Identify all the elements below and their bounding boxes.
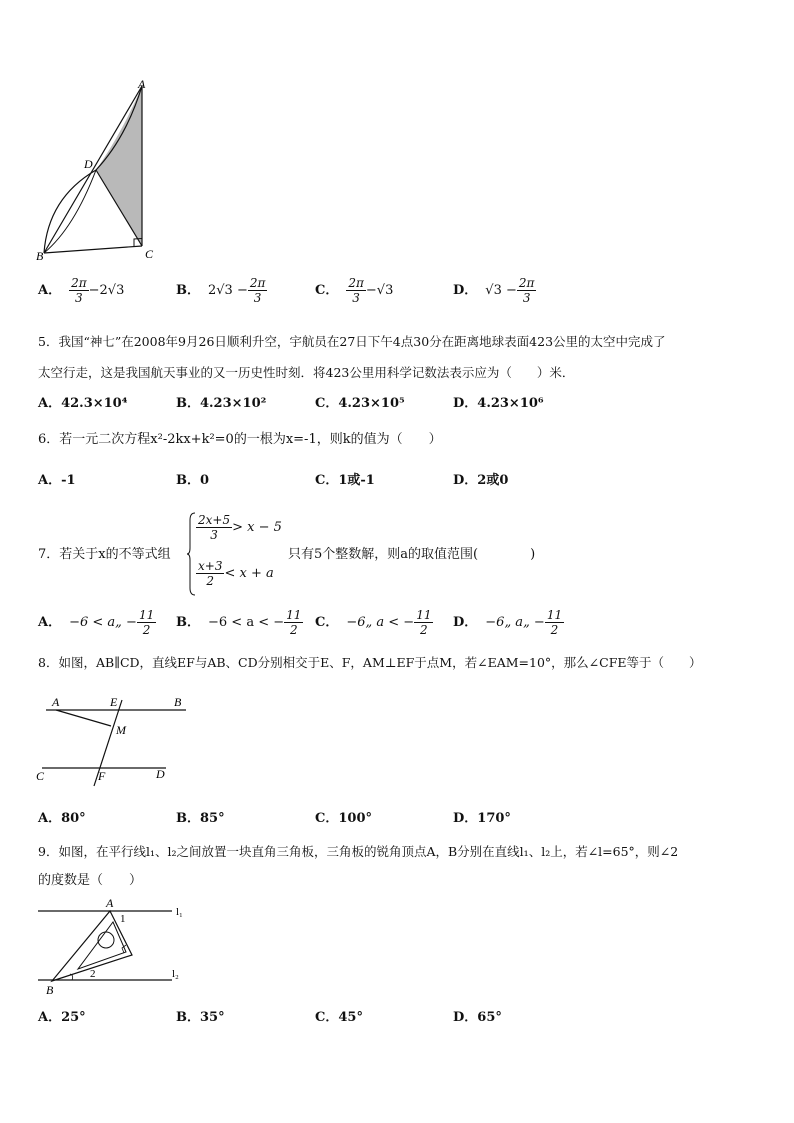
q6-option-b[interactable]: B．0: [176, 473, 210, 488]
q5-stem-line2: 太空行走，这是我国航天事业的又一历史性时刻．将423公里用科学记数法表示应为（ ）米．: [38, 365, 575, 380]
q5-stem-line1: 5．我国“神七”在2008年9月26日顺利升空，宇航员在27日下午4点30分在距离地球表面423公里的太空中完成了: [38, 334, 666, 349]
label-a: A: [138, 78, 146, 91]
label-1: 1: [120, 913, 126, 925]
q9-option-b[interactable]: B．35°: [176, 1010, 225, 1025]
q4-option-c[interactable]: C． $\frac{2\pi}{3}$ −√3: [315, 276, 394, 305]
label-b: B: [46, 983, 54, 997]
q8-option-c[interactable]: C．100°: [315, 811, 372, 826]
label-e: E: [110, 695, 118, 709]
circle-hole: [98, 932, 114, 948]
option-letter: C．: [315, 615, 339, 630]
q9-stem-line1: 9．如图，在平行线l₁、l₂之间放置一块直角三角板，三角板的锐角顶点A，B分别在直线l₁、l₂上，若∠l=65°，则∠2: [38, 844, 679, 859]
label-c: C: [36, 769, 45, 783]
label-f: F: [98, 769, 106, 783]
label-d: D: [156, 767, 165, 781]
q7-option-a[interactable]: A． −6 < a„ − $\frac{11}{2}$: [38, 608, 155, 637]
q8-option-b[interactable]: B．85°: [176, 811, 225, 826]
figure-q9: [34, 895, 194, 1000]
option-letter: A．: [38, 615, 62, 630]
figure-q8: [34, 688, 194, 788]
option-letter: B．: [176, 615, 200, 630]
q9-option-a[interactable]: A．25°: [38, 1010, 86, 1025]
label-l2: l₂: [172, 968, 179, 980]
q8-option-d[interactable]: D．170°: [453, 811, 511, 826]
side-bc: [44, 246, 142, 253]
q4-option-d[interactable]: D． √3 − $\frac{2\pi}{3}$: [453, 276, 535, 305]
option-letter: D．: [453, 283, 478, 298]
q8-stem: 8．如图，AB∥CD，直线EF与AB、CD分别相交于E、F，AM⊥EF于点M，若∠EAM=10°，那么∠CFE等于（ ）: [38, 655, 702, 670]
q6-option-d[interactable]: D．2或0: [453, 473, 509, 488]
option-letter: A．: [38, 283, 62, 298]
figure-q4: [34, 78, 164, 268]
label-b: B: [174, 695, 182, 709]
shaded-region: [96, 86, 142, 246]
q5-option-a[interactable]: A．42.3×10⁴: [38, 396, 128, 411]
q5-option-d[interactable]: D．4.23×10⁶: [453, 396, 544, 411]
q7-option-c[interactable]: C． −6„ a < − $\frac{11}{2}$: [315, 608, 432, 637]
option-letter: C．: [315, 283, 339, 298]
q5-option-c[interactable]: C．4.23×10⁵: [315, 396, 405, 411]
q9-option-c[interactable]: C．45°: [315, 1010, 363, 1025]
q7-option-d[interactable]: D． −6„ a„ − $\frac{11}{2}$: [453, 608, 563, 637]
label-b: B: [36, 249, 44, 263]
label-m: M: [116, 723, 126, 737]
label-a: A: [52, 695, 60, 709]
q6-option-a[interactable]: A．-1: [38, 473, 76, 488]
label-2: 2: [90, 968, 96, 980]
q6-option-c[interactable]: C．1或-1: [315, 473, 375, 488]
system-brace: [186, 512, 196, 596]
label-c: C: [145, 247, 154, 261]
q5-option-b[interactable]: B．4.23×10²: [176, 396, 267, 411]
q7-suffix: 只有5个整数解，则a的取值范围( ): [288, 547, 536, 562]
option-letter: D．: [453, 615, 478, 630]
label-a: A: [106, 896, 114, 910]
q9-option-d[interactable]: D．65°: [453, 1010, 502, 1025]
label-d: D: [84, 157, 93, 171]
segment-am: [56, 710, 111, 726]
q4-option-b[interactable]: B． 2√3 − $\frac{2\pi}{3}$: [176, 276, 266, 305]
q7-inequality-2: $\frac{x+3}{2}$ < x + a: [198, 559, 274, 588]
q7-prefix: 7．若关于x的不等式组: [38, 547, 171, 562]
q7-inequality-1: $\frac{2x+5}{3}$ > x − 5: [198, 513, 282, 542]
label-l1: l₁: [176, 906, 183, 918]
option-letter: B．: [176, 283, 200, 298]
q9-stem-line2: 的度数是（ ）: [38, 873, 143, 888]
q6-stem: 6．若一元二次方程x²-2kx+k²=0的一根为x=-1，则k的值为（ ）: [38, 432, 442, 447]
q8-option-a[interactable]: A．80°: [38, 811, 86, 826]
q4-option-a[interactable]: A． $\frac{2\pi}{3}$ −2√3: [38, 276, 125, 305]
q7-option-b[interactable]: B． −6 < a < − $\frac{11}{2}$: [176, 608, 302, 637]
